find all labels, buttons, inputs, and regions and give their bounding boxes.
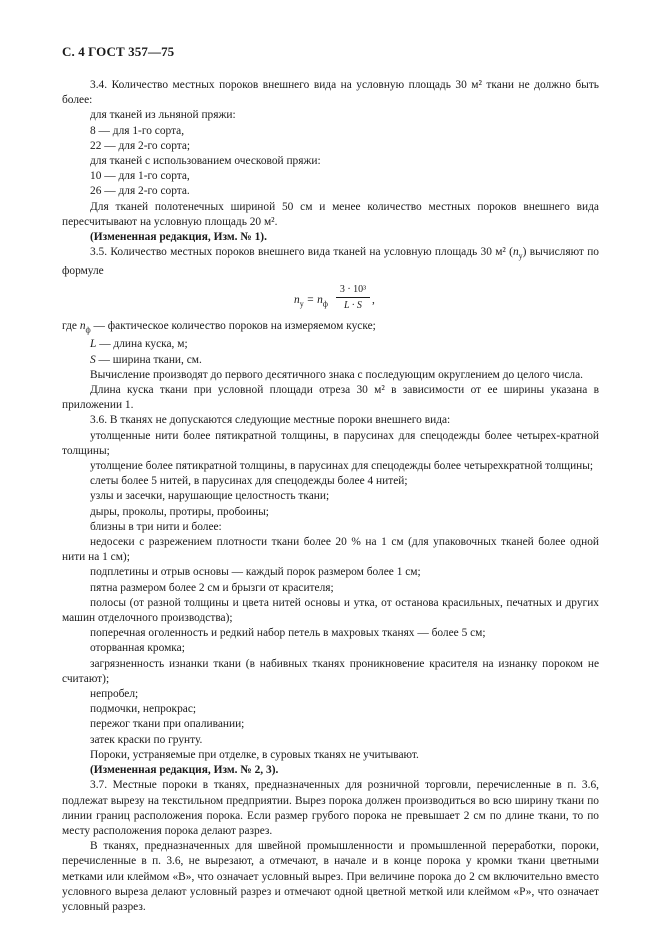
calc-note: Вычисление производят до первого десятичного знака с последующим округлением до целого числа.	[90, 368, 583, 381]
defect-item: дыры, проколы, протиры, пробоины;	[90, 505, 269, 518]
towel-note: Для тканей полотенечных шириной 50 см и менее количество местных пороков внешнего вида пересчитывают на условную площадь 20 м².	[62, 200, 599, 228]
tow-grade-1: 10 — для 1-го сорта,	[90, 170, 190, 183]
document-body	[62, 78, 599, 915]
defect-item: недосеки с разрежением плотности ткани более 20 % на 1 см (для упаковочных тканей более одной нити на 1 см);	[62, 536, 599, 564]
defect-item: поперечная оголенность и редкий набор петель в махровых тканях — более 5 см;	[90, 627, 486, 640]
formula-denominator: L · S	[344, 299, 362, 311]
sub-y: у	[518, 251, 523, 261]
formula-comma: ,	[372, 293, 375, 306]
clause-3-7: 3.7. Местные пороки в тканях, предназначенных для розничной торговли, перечисленные в п. 3.6, подлежат вырезу на текстильном предприятии. Вырез порока должен производиться во всю ширину ткани по линии границ расположения порока. Если размер грубого порока не превышает 2 см по длине ткани, то по месту расположения порока делают разрез.	[62, 779, 599, 837]
defect-item: узлы и засечки, нарушающие целостность ткани;	[90, 490, 330, 503]
tow-label: для тканей с использованием оческовой пряжи:	[90, 155, 321, 168]
defect-item: пятна размером более 2 см и брызги от красителя;	[90, 581, 334, 594]
linen-label: для тканей из льняной пряжи:	[90, 109, 236, 122]
amendment-1: (Измененная редакция, Изм. № 1).	[90, 231, 267, 244]
page-header: С. 4 ГОСТ 357—75	[62, 44, 175, 59]
tow-grade-2: 26 — для 2-го сорта.	[90, 185, 190, 198]
formula-fraction	[336, 283, 370, 312]
defect-item: затек краски по грунту.	[90, 733, 203, 746]
defect-item: полосы (от разной толщины и цвета нитей основы и утка, от останова красильных, печатных и других машин отделочного производства);	[62, 596, 599, 625]
clause-3-5-text-b: ) вычисляют по формуле	[62, 246, 599, 277]
var-n: n	[512, 246, 519, 259]
linen-grade-1: 8 — для 1-го сорта,	[90, 124, 185, 137]
defect-item: подплетины и отрыв основы — каждый порок размером более 1 см;	[90, 566, 421, 579]
linen-grade-2: 22 — для 2-го сорта;	[90, 139, 191, 152]
defect-item: слеты более 5 нитей, в парусинах для спецодежды более 4 нитей;	[90, 475, 408, 488]
defect-note: Пороки, устраняемые при отделке, в суровых тканях не учитывают.	[90, 748, 419, 761]
defect-item: пережог ткани при опаливании;	[90, 718, 245, 731]
amendment-2-3: (Измененная редакция, Изм. № 2, 3).	[90, 764, 279, 777]
where-L: L — длина куска, м;	[90, 338, 188, 351]
clause-3-5-text-a: 3.5. Количество местных пороков внешнего вида тканей на условную площадь 30 м² (	[90, 246, 513, 259]
defect-item: подмочки, непрокрас;	[90, 703, 197, 716]
formula-numerator: 3 · 10³	[336, 283, 370, 298]
where-S: S — ширина ткани, см.	[90, 353, 202, 366]
defect-item: близны в три нити и более:	[90, 520, 222, 533]
length-note: Длина куска ткани при условной площади отреза 30 м² в зависимости от ее ширины указана в приложении 1.	[62, 384, 599, 412]
defect-item: загрязненность изнанки ткани (в набивных тканях проникновение красителя на изнанку пороком не считают);	[62, 657, 599, 685]
clause-3-5	[62, 245, 599, 279]
clause-3-7-industrial: В тканях, предназначенных для швейной промышленности и промышленной переработки, пороки, перечисленные в п. 3.6, не вырезают, а отмечают, в начале и в конце порока у кромки ткани цветными метками или клеймом «В», что означает условный вырез. При величине порока до 2 см включительно вместо условного выреза делают условный разрез и отмечают одной цветной меткой или клеймом «Р», что означает условный разрез.	[62, 840, 599, 913]
where-n-f: где $n_ф$ — фактическое количество пороков на измеряемом куске;	[62, 319, 376, 335]
defect-item: оторванная кромка;	[90, 642, 185, 655]
defect-item: утолщение более пятикратной толщины, в парусинах для спецодежды более четырехкратной толщины;	[90, 460, 594, 473]
formula-lhs: $n_у = n_ф$	[294, 293, 328, 309]
defect-item: непробел;	[90, 688, 139, 701]
clause-3-4: 3.4. Количество местных пороков внешнего вида на условную площадь 30 м² ткани не должно быть более:	[62, 79, 599, 107]
formula	[62, 283, 599, 317]
clause-3-6: 3.6. В тканях не допускаются следующие местные пороки внешнего вида:	[90, 414, 451, 427]
defect-item: утолщенные нити более пятикратной толщины, в парусинах для спецодежды более четырех-кратной толщины;	[62, 429, 599, 457]
